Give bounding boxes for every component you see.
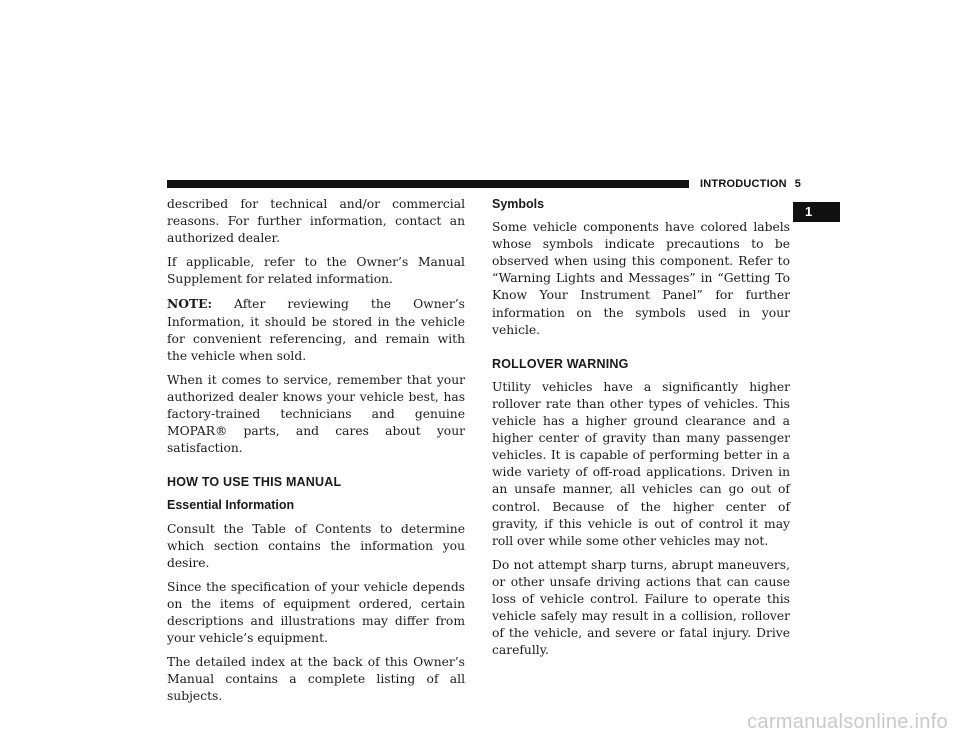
note-label: NOTE: [167, 296, 213, 312]
left-column [167, 196, 465, 712]
subheading-symbols: Symbols [492, 197, 545, 211]
paragraph: Utility vehicles have a significantly higher rollover rate than other types of vehicles. This vehicle has a higher ground clearance and a higher center of gravity than many passenger vehicles. It is capable of performing better in a wide variety of off-road applications. Driven in an unsafe manner, all vehicles can go out of control. Because of the higher center of gravity, if this vehicle is out of control it may roll over while some other vehicles may not. [492, 379, 790, 548]
section-heading-rollover: ROLLOVER WARNING [492, 356, 629, 371]
subheading-essential-information: Essential Information [167, 498, 295, 513]
running-header [700, 178, 801, 190]
watermark: carmanualsonline.info [747, 711, 948, 733]
header-rule [167, 180, 689, 188]
paragraph: If applicable, refer to the Owner’s Manual Supplement for related information. [167, 255, 465, 287]
paragraph: The detailed index at the back of this Owner’s Manual contains a complete listing of all subjects. [167, 655, 465, 704]
section-heading-how-to-use: HOW TO USE THIS MANUAL [167, 475, 342, 490]
paragraph: Do not attempt sharp turns, abrupt maneuvers, or other unsafe driving actions that can cause loss of vehicle control. Failure to operate this vehicle safely may result in a collision, rollover of the vehicle, and severe or fatal injury. Drive carefully. [492, 557, 790, 658]
note-text: After reviewing the Owner’s Information, it should be stored in the vehicle for convenient referencing, and remain with the vehicle when sold. [167, 297, 465, 363]
section-title: INTRODUCTION [700, 178, 787, 190]
paragraph: described for technical and/or commercial reasons. For further information, contact an authorized dealer. [167, 197, 465, 246]
note-paragraph [167, 295, 465, 364]
paragraph: Since the specification of your vehicle depends on the items of equipment ordered, certain descriptions and illustrations may differ from your vehicle’s equipment. [167, 579, 465, 646]
paragraph: Some vehicle components have colored labels whose symbols indicate precautions to be observed when using this component. Refer to “Warning Lights and Messages” in “Getting To Know Your Instrument Panel” for further information on the symbols used in your vehicle. [492, 220, 790, 337]
right-column [492, 196, 790, 666]
paragraph: When it comes to service, remember that your authorized dealer knows your vehicle best, has factory-trained technicians and genuine MOPAR® parts, and cares about your satisfaction. [167, 372, 465, 456]
page-number: 5 [794, 178, 802, 190]
chapter-tab: 1 [793, 202, 840, 222]
paragraph: Consult the Table of Contents to determine which section contains the information you desire. [167, 521, 465, 570]
